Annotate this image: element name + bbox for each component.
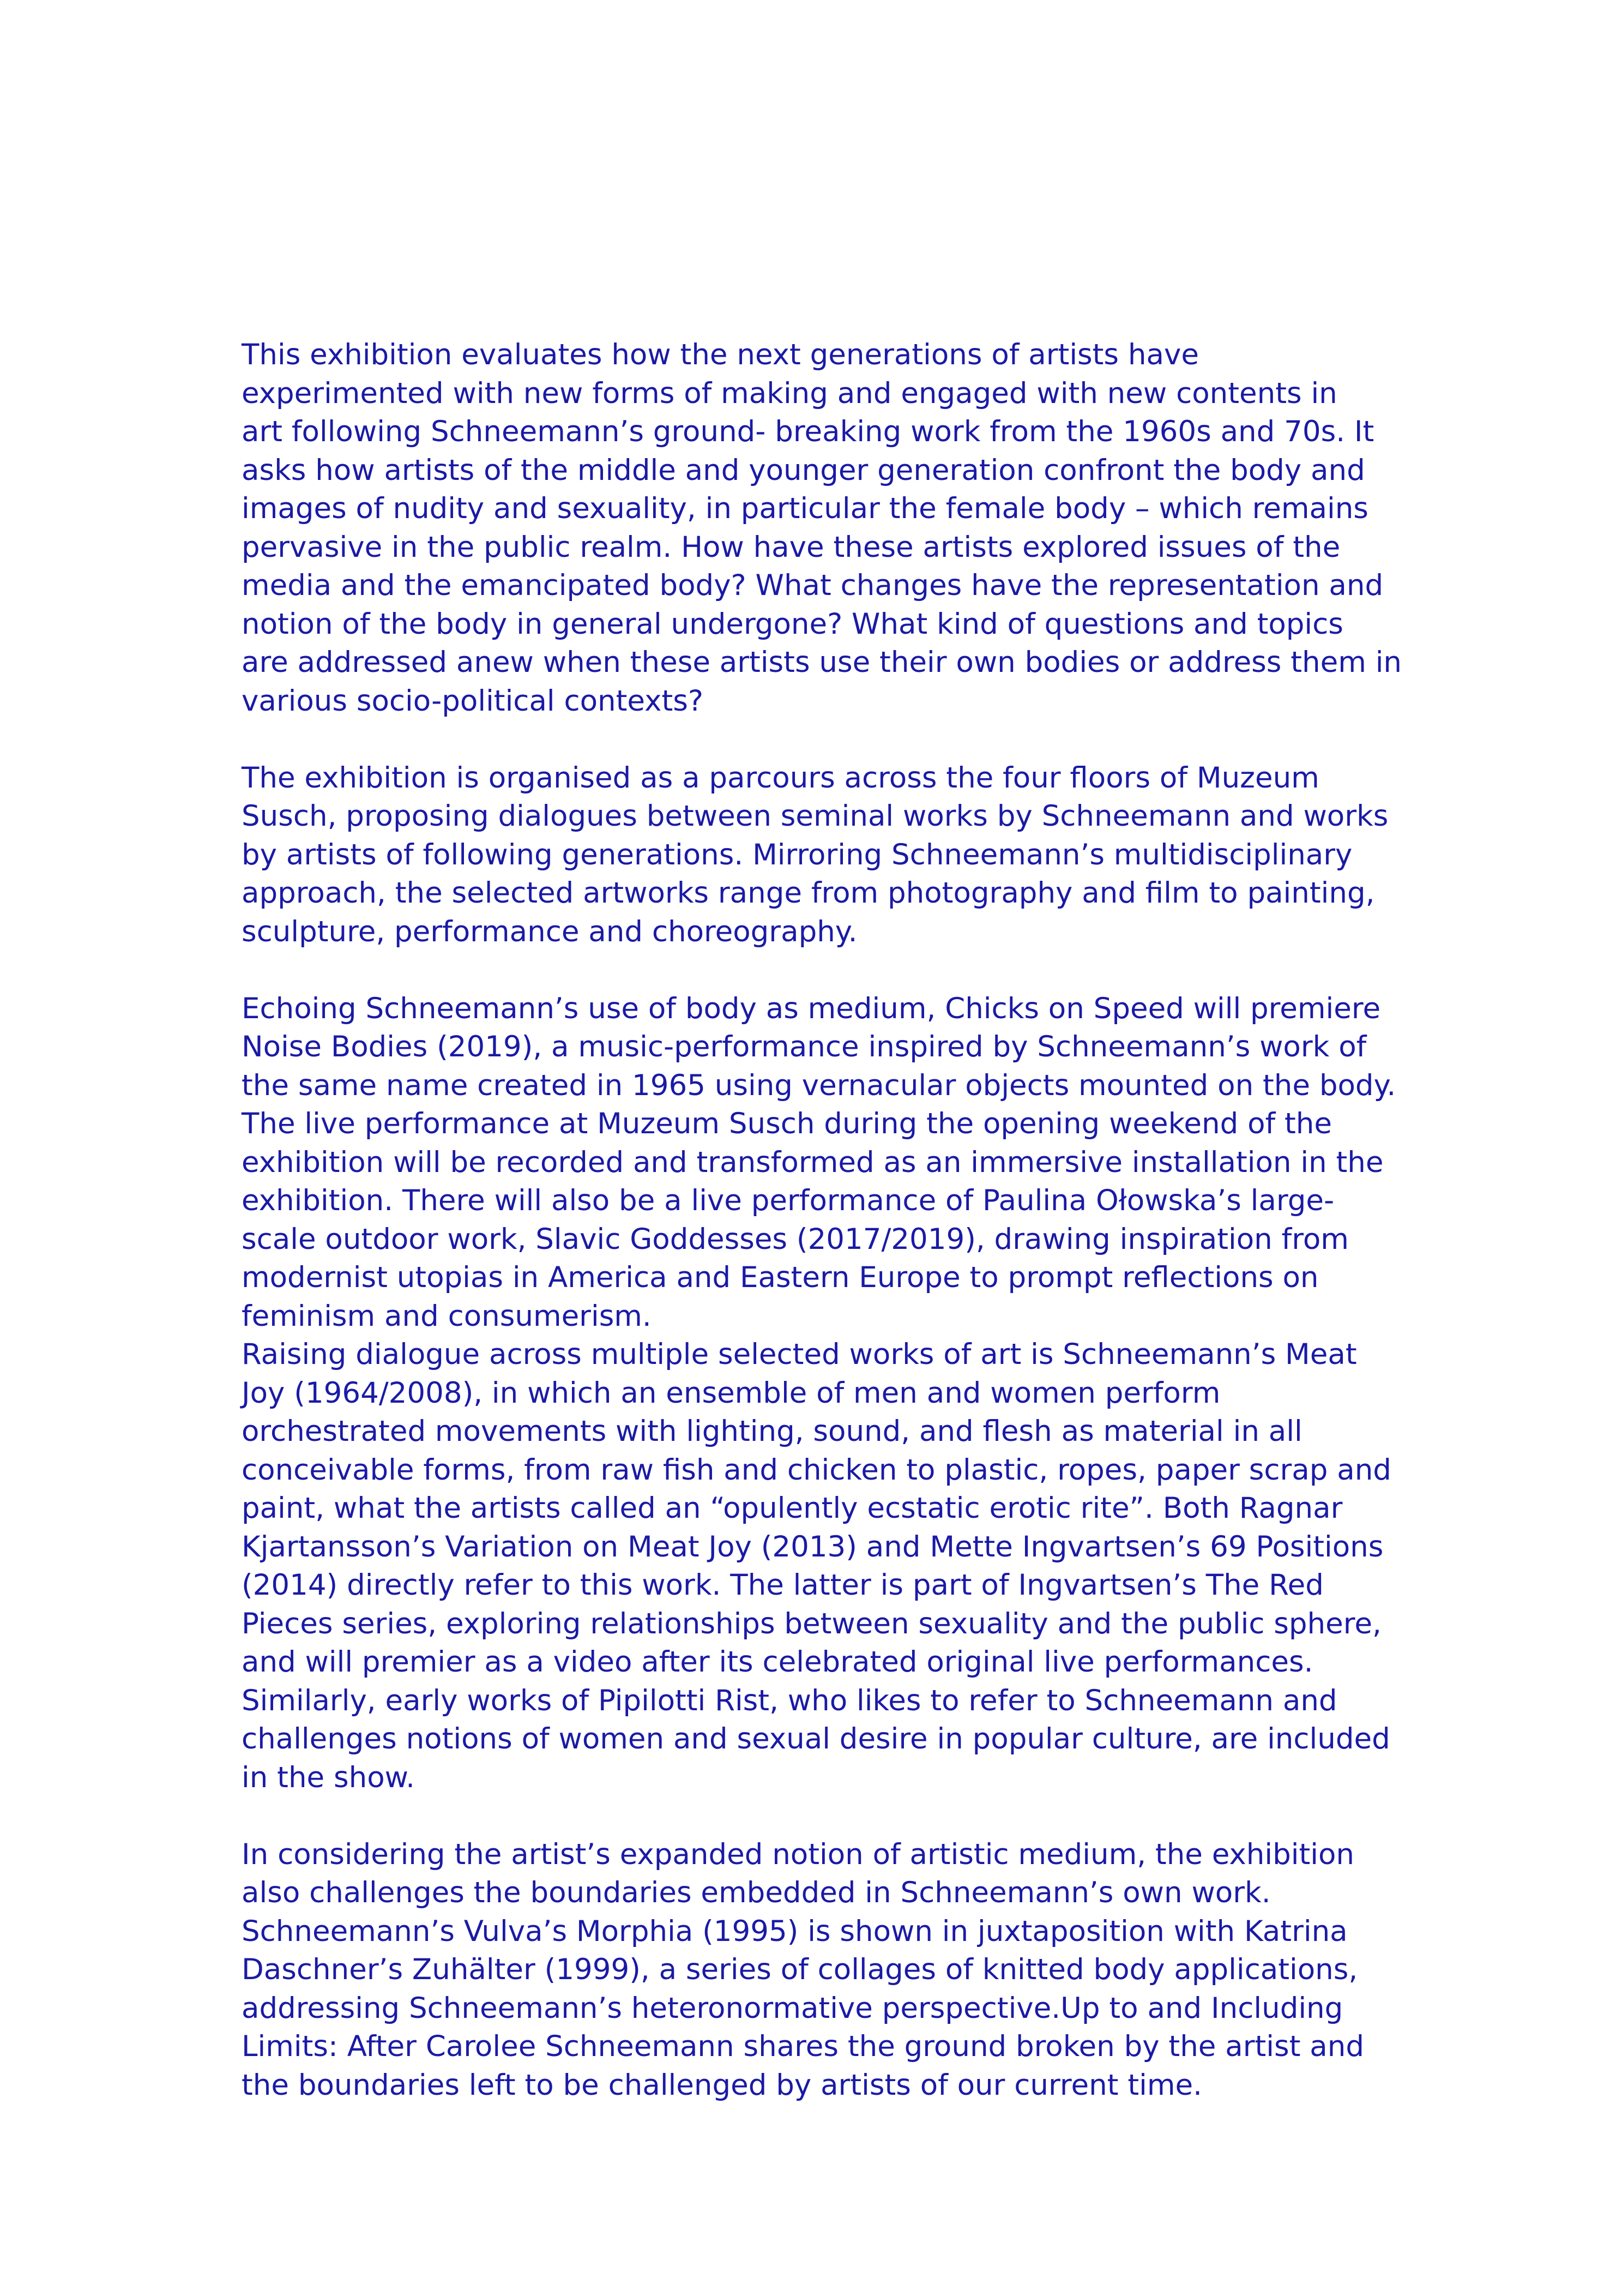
text-line: orchestrated movements with lighting, sound, and flesh as material in all — [242, 1415, 1303, 1448]
text-line: Kjartansson’s Variation on Meat Joy (2013) and Mette Ingvartsen’s 69 Positions — [242, 1530, 1384, 1564]
text-line: scale outdoor work, Slavic Goddesses (2017/2019), drawing inspiration from — [242, 1222, 1349, 1256]
text-line: Susch, proposing dialogues between seminal works by Schneemann and works — [242, 800, 1389, 833]
text-line: exhibition. There will also be a live performance of Paulina Ołowska’s large- — [242, 1184, 1335, 1217]
text-line: the boundaries left to be challenged by artists of our current time. — [242, 2068, 1202, 2102]
text-line: by artists of following generations. Mirroring Schneemann’s multidisciplinary — [242, 838, 1353, 871]
text-line: This exhibition evaluates how the next generations of artists have — [242, 338, 1199, 371]
text-line: The live performance at Muzeum Susch during the opening weekend of the — [242, 1107, 1332, 1140]
text-line: approach, the selected artworks range from photography and film to painting, — [242, 876, 1375, 910]
text-line: paint, what the artists called an “opulently ecstatic erotic rite”. Both Ragnar — [242, 1492, 1343, 1525]
text-line: sculpture, performance and choreography. — [242, 915, 858, 948]
text-line: Echoing Schneemann’s use of body as medium, Chicks on Speed will premiere — [242, 991, 1381, 1025]
paragraph-1 — [242, 336, 1408, 720]
paragraph-spacer — [242, 951, 1408, 990]
text-line: art following Schneemann’s ground- breaking work from the 1960s and 70s. It — [242, 415, 1374, 448]
text-line: Noise Bodies (2019), a music-performance inspired by Schneemann’s work of — [242, 1030, 1367, 1063]
text-line: various socio-political contexts? — [242, 684, 703, 718]
paragraph-2 — [242, 759, 1408, 952]
text-line: Schneemann’s Vulva’s Morphia (1995) is shown in juxtaposition with Katrina — [242, 1914, 1348, 1948]
text-line: are addressed anew when these artists use their own bodies or address them in — [242, 646, 1402, 679]
text-line: asks how artists of the middle and younger generation confront the body and — [242, 453, 1365, 487]
text-line: Pieces series, exploring relationships between sexuality and the public sphere, — [242, 1607, 1382, 1640]
text-line: challenges notions of women and sexual desire in popular culture, are included — [242, 1722, 1390, 1756]
text-line: Limits: After Carolee Schneemann shares the ground broken by the artist and — [242, 2030, 1364, 2063]
text-line: addressing Schneemann’s heteronormative perspective.Up to and Including — [242, 1991, 1343, 2025]
paragraph-4 — [242, 1836, 1408, 2105]
text-line: (2014) directly refer to this work. The latter is part of Ingvartsen’s The Red — [242, 1568, 1324, 1602]
paragraph-spacer — [242, 720, 1408, 759]
paragraph-spacer — [242, 1797, 1408, 1836]
text-line: Daschner’s Zuhälter (1999), a series of collages of knitted body applications, — [242, 1953, 1358, 1986]
paragraph-3 — [242, 990, 1408, 1798]
text-line: images of nudity and sexuality, in particular the female body – which remains — [242, 492, 1368, 525]
text-line: Similarly, early works of Pipilotti Rist, who likes to refer to Schneemann and — [242, 1684, 1337, 1717]
text-line: the same name created in 1965 using vernacular objects mounted on the body. — [242, 1068, 1396, 1102]
text-line: The exhibition is organised as a parcours across the four floors of Muzeum — [242, 761, 1319, 795]
text-line: notion of the body in general undergone? What kind of questions and topics — [242, 607, 1343, 641]
text-line: also challenges the boundaries embedded in Schneemann’s own work. — [242, 1876, 1271, 1909]
text-line: pervasive in the public realm. How have these artists explored issues of the — [242, 530, 1341, 564]
text-line: media and the emancipated body? What changes have the representation and — [242, 569, 1384, 602]
text-line: feminism and consumerism. — [242, 1299, 652, 1333]
document-body — [242, 336, 1408, 2105]
text-line: In considering the artist’s expanded notion of artistic medium, the exhibition — [242, 1837, 1354, 1871]
text-line: Raising dialogue across multiple selected works of art is Schneemann’s Meat — [242, 1338, 1357, 1371]
text-line: exhibition will be recorded and transformed as an immersive installation in the — [242, 1145, 1384, 1179]
text-line: Joy (1964/2008), in which an ensemble of men and women perform — [242, 1376, 1221, 1410]
text-line: and will premier as a video after its celebrated original live performances. — [242, 1645, 1313, 1679]
text-line: experimented with new forms of making and engaged with new contents in — [242, 376, 1337, 410]
text-line: in the show. — [242, 1760, 415, 1794]
text-line: modernist utopias in America and Eastern Europe to prompt reflections on — [242, 1261, 1319, 1294]
text-line: conceivable forms, from raw fish and chicken to plastic, ropes, paper scrap and — [242, 1453, 1391, 1487]
